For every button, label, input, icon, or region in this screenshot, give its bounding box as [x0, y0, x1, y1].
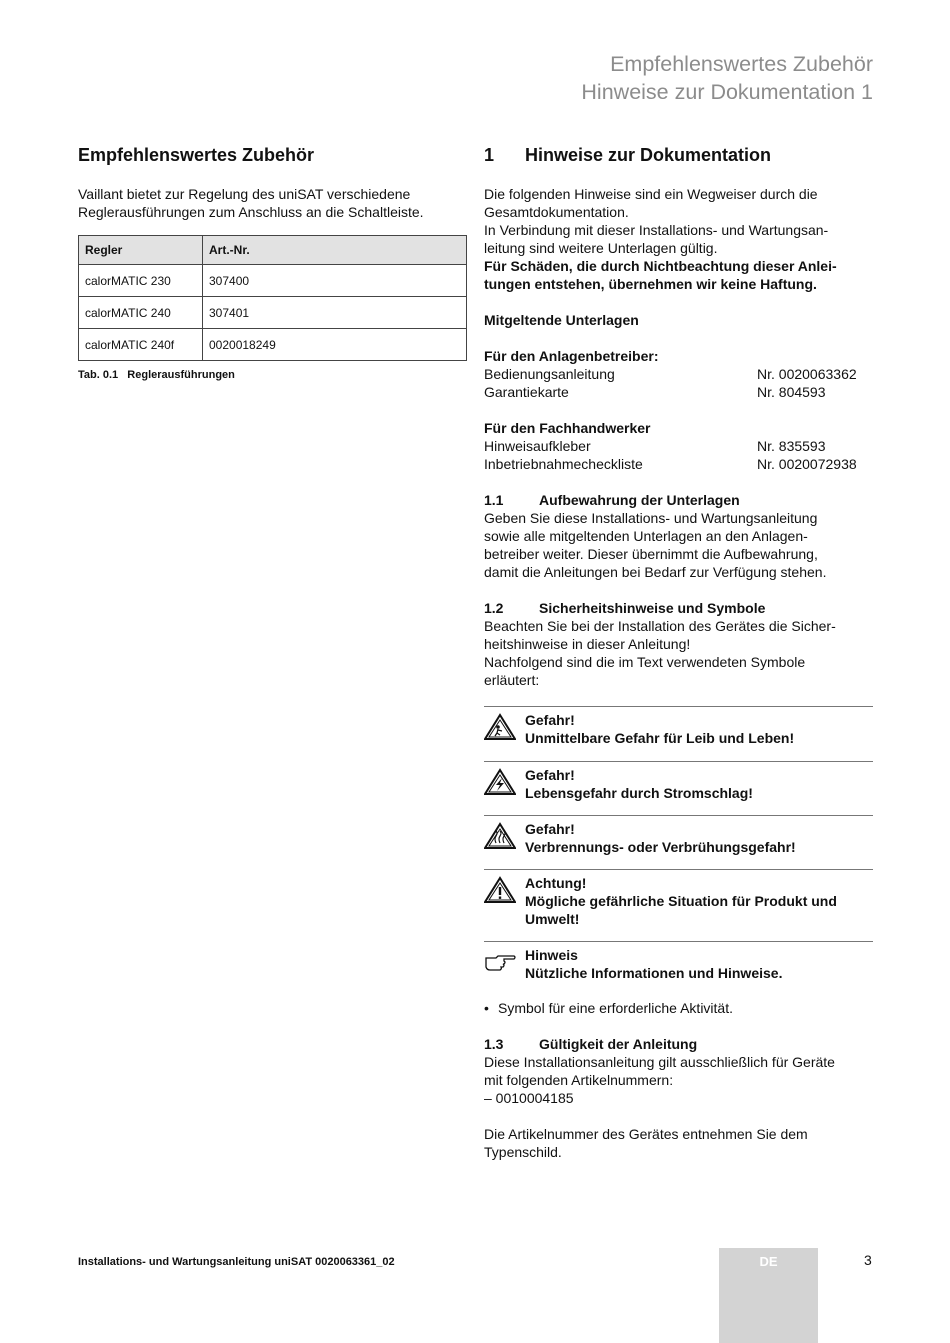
right-body-bottom — [484, 999, 873, 1161]
paragraph-line: Diese Installationsanleitung gilt ausschließlich für Geräte — [484, 1054, 835, 1070]
paragraph-line: mit folgenden Artikelnummern: — [484, 1072, 674, 1088]
warning-label: Achtung! — [525, 875, 587, 891]
doc-name: Garantiekarte — [484, 384, 569, 400]
left-intro: Vaillant bietet zur Regelung des uniSAT verschiedene Reglerausführungen zum Anschluss an die Schaltleiste. — [78, 186, 424, 220]
electric-shock-icon — [484, 768, 516, 796]
doc-row — [484, 437, 873, 455]
doc-name: Bedienungsanleitung — [484, 366, 615, 382]
section-number: 1 — [484, 145, 495, 165]
subsection-title: Sicherheitshinweise und Symbole — [539, 600, 766, 616]
table-cell: 0020018249 — [203, 329, 467, 361]
warning-text: Lebensgefahr durch Stromschlag! — [525, 785, 753, 801]
hot-surface-icon — [484, 822, 516, 850]
paragraph-line: damit die Anleitungen bei Bedarf zur Verfügung stehen. — [484, 564, 827, 580]
table-cell: calorMATIC 240 — [79, 297, 203, 329]
liability-line: Für Schäden, die durch Nichtbeachtung dieser Anlei- — [484, 258, 837, 274]
section-title-text: Hinweise zur Dokumentation — [525, 145, 772, 165]
warning-label: Gefahr! — [525, 767, 575, 783]
right-section-title — [484, 145, 873, 166]
warning-text: Verbrennungs- oder Verbrühungsgefahr! — [525, 839, 796, 855]
warning-label: Hinweis — [525, 947, 578, 963]
header-line-1: Empfehlenswertes Zubehör — [610, 52, 873, 76]
warning-label: Gefahr! — [525, 712, 575, 728]
exclamation-icon — [484, 876, 516, 904]
mitgeltende-title: Mitgeltende Unterlagen — [484, 312, 639, 328]
table-header: Art.-Nr. — [203, 236, 467, 265]
subsection-title: Gültigkeit der Anleitung — [539, 1036, 698, 1052]
table-row — [79, 265, 467, 297]
warning-text: Mögliche gefährliche Situation für Produkt und — [525, 893, 837, 909]
doc-row — [484, 455, 873, 473]
table-cell: 307401 — [203, 297, 467, 329]
warning-block — [484, 869, 873, 942]
betreiber-title: Für den Anlagenbetreiber: — [484, 348, 659, 364]
subsection-number: 1.2 — [484, 600, 504, 616]
paragraph-line: Typenschild. — [484, 1144, 562, 1160]
table-caption: Tab. 0.1 Reglerausführungen — [78, 369, 235, 381]
warning-text: Unmittelbare Gefahr für Leib und Leben! — [525, 730, 795, 746]
regler-table — [78, 235, 467, 361]
paragraph-line: Beachten Sie bei der Installation des Gerätes die Sicher- — [484, 618, 836, 634]
table-cell: calorMATIC 230 — [79, 265, 203, 297]
doc-number: Nr. 804593 — [757, 384, 826, 400]
subsection-heading — [484, 599, 873, 617]
table-header: Regler — [79, 236, 203, 265]
paragraph-line: Geben Sie diese Installations- und Wartungsanleitung — [484, 510, 818, 526]
subsection-number: 1.1 — [484, 492, 504, 508]
subsection-heading — [484, 491, 873, 509]
doc-row — [484, 365, 873, 383]
warning-block — [484, 815, 873, 870]
paragraph-line: betreiber weiter. Dieser übernimmt die Aufbewahrung, — [484, 546, 818, 562]
warning-text: Nützliche Informationen und Hinweise. — [525, 965, 783, 981]
header-line-2: Hinweise zur Dokumentation 1 — [581, 80, 873, 104]
warning-label: Gefahr! — [525, 821, 575, 837]
bullet-icon: • — [484, 1000, 489, 1016]
doc-name: Inbetriebnahmecheckliste — [484, 456, 643, 472]
doc-number: Nr. 0020072938 — [757, 456, 857, 472]
page-number: 3 — [864, 1252, 872, 1268]
footer-text: Installations- und Wartungsanleitung uniSAT 0020063361_02 — [78, 1256, 395, 1268]
subsection-number: 1.3 — [484, 1036, 504, 1052]
paragraph-line: leitung sind weitere Unterlagen gültig. — [484, 240, 718, 256]
liability-line: tungen entstehen, übernehmen wir keine Haftung. — [484, 276, 817, 292]
intro-paragraph: Die folgenden Hinweise sind ein Wegweiser durch die Gesamtdokumentation. — [484, 186, 818, 220]
warning-block — [484, 761, 873, 815]
table-cell: 307400 — [203, 265, 467, 297]
warning-block — [484, 941, 873, 996]
paragraph-line: In Verbindung mit dieser Installations- und Wartungsan- — [484, 222, 829, 238]
table-header-row — [79, 236, 467, 265]
bullet-item — [484, 999, 873, 1017]
doc-number: Nr. 0020063362 — [757, 366, 857, 382]
running-header — [581, 50, 873, 106]
fach-title: Für den Fachhandwerker — [484, 420, 651, 436]
subsection-heading — [484, 1035, 873, 1053]
paragraph-line: Nachfolgend sind die im Text verwendeten Symbole — [484, 654, 806, 670]
paragraph-line: sowie alle mitgeltenden Unterlagen an den Anlagen- — [484, 528, 808, 544]
warning-block — [484, 706, 873, 761]
doc-number: Nr. 835593 — [757, 438, 826, 454]
warning-text: Umwelt! — [525, 911, 580, 927]
doc-row — [484, 383, 873, 401]
table-row — [79, 329, 467, 361]
subsection-title: Aufbewahrung der Unterlagen — [539, 492, 740, 508]
right-body-top — [484, 185, 873, 689]
paragraph-line: Die Artikelnummer des Gerätes entnehmen Sie dem — [484, 1126, 808, 1142]
paragraph-line: – 0010004185 — [484, 1090, 574, 1106]
language-tab: DE — [719, 1248, 818, 1343]
doc-name: Hinweisaufkleber — [484, 438, 591, 454]
danger-person-icon — [484, 713, 516, 741]
pointing-hand-icon — [484, 948, 516, 976]
paragraph-line: heitshinweise in dieser Anleitung! — [484, 636, 691, 652]
table-row — [79, 297, 467, 329]
paragraph-line: erläutert: — [484, 672, 540, 688]
table-cell: calorMATIC 240f — [79, 329, 203, 361]
bullet-text: Symbol für eine erforderliche Aktivität. — [498, 1000, 733, 1016]
left-section-title: Empfehlenswertes Zubehör — [78, 145, 315, 165]
